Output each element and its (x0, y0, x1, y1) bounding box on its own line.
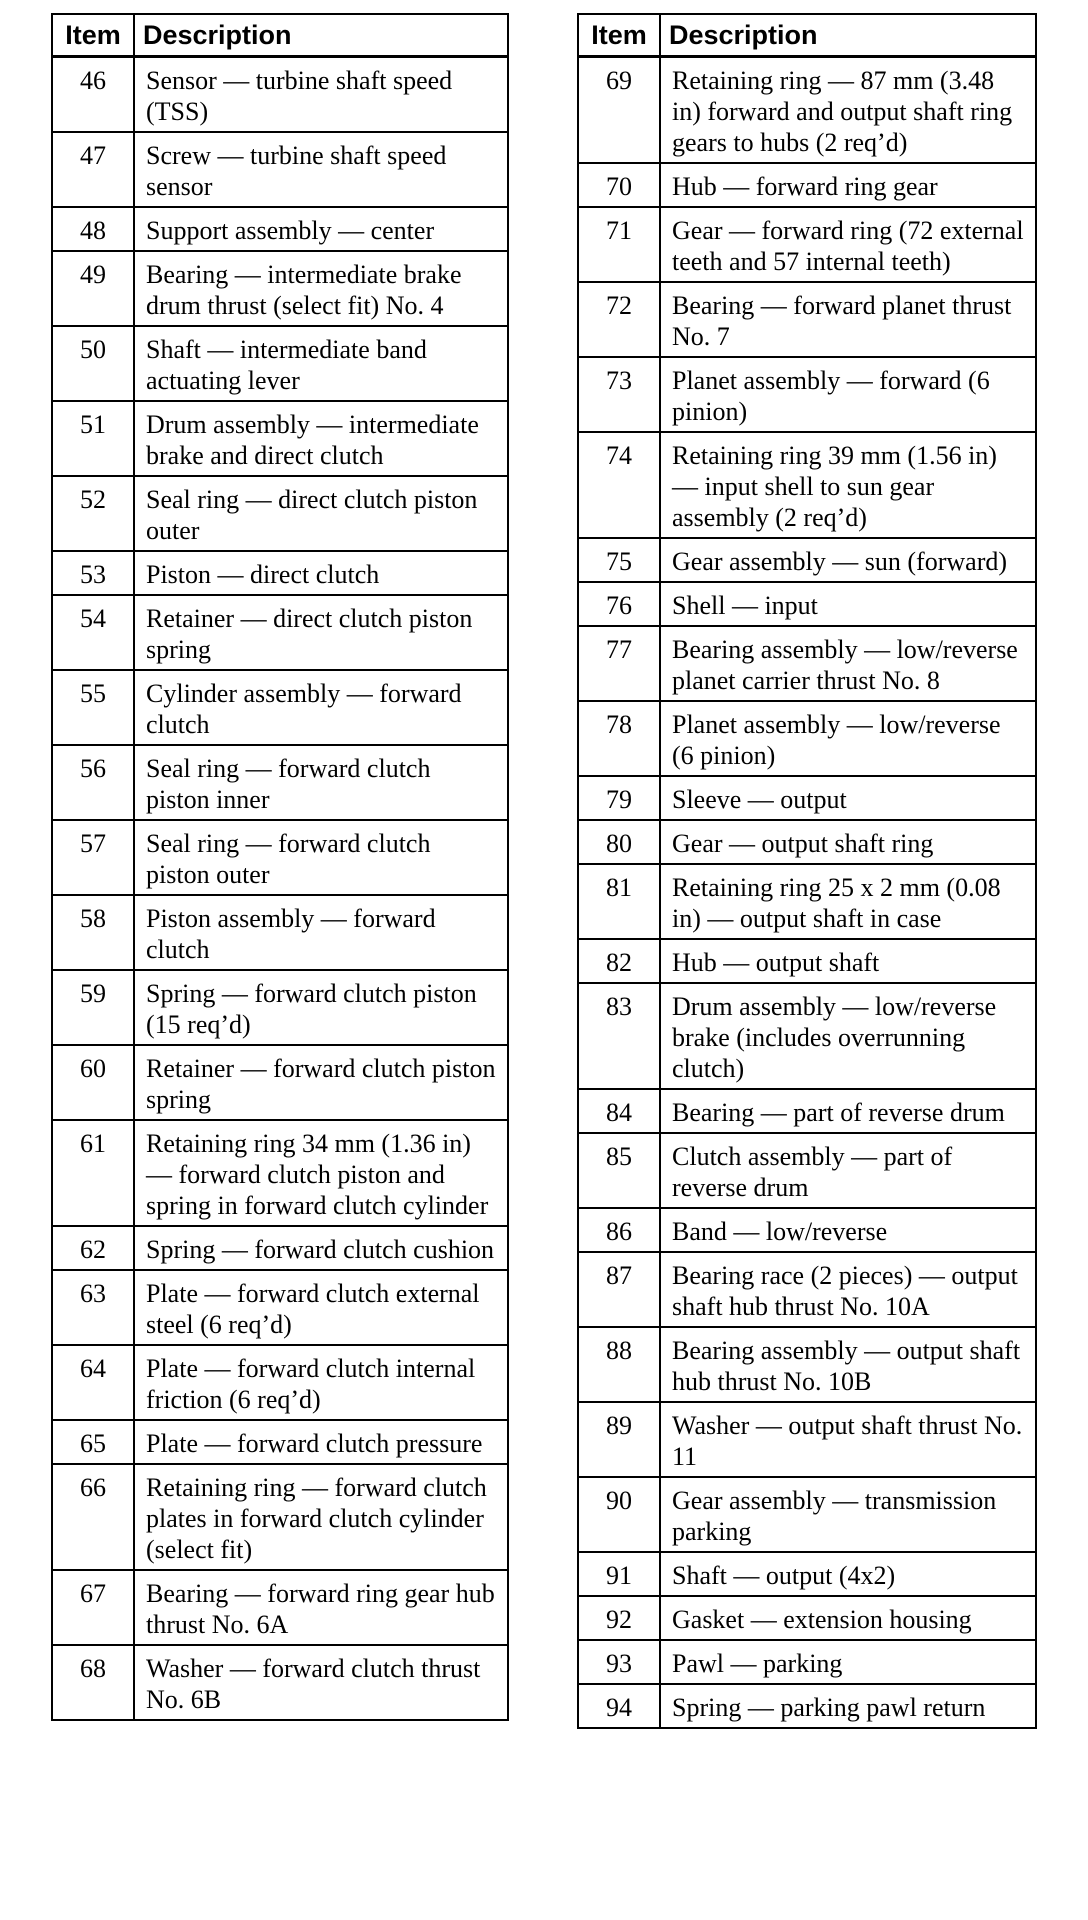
item-number: 66 (52, 1464, 134, 1570)
table-row (578, 1252, 1036, 1327)
table-row (52, 132, 508, 207)
table-row (52, 1120, 508, 1226)
table-row (52, 670, 508, 745)
item-number: 74 (578, 432, 660, 538)
table-body (52, 57, 508, 1721)
item-description: Washer — forward clutch thrust No. 6B (134, 1645, 508, 1720)
item-number: 77 (578, 626, 660, 701)
table-row (578, 1596, 1036, 1640)
table-row (578, 432, 1036, 538)
item-column-header: Item (52, 14, 134, 57)
item-description: Sensor — turbine shaft speed (TSS) (134, 57, 508, 133)
table-row (52, 745, 508, 820)
item-description: Gear — forward ring (72 external teeth and 57 internal teeth) (660, 207, 1036, 282)
item-description: Washer — output shaft thrust No. 11 (660, 1402, 1036, 1477)
table-row (578, 538, 1036, 582)
table-row (52, 895, 508, 970)
item-description: Seal ring — forward clutch piston outer (134, 820, 508, 895)
table-row (52, 1345, 508, 1420)
table-row (578, 939, 1036, 983)
table-row (52, 476, 508, 551)
table-row (578, 582, 1036, 626)
item-number: 81 (578, 864, 660, 939)
item-description: Shaft — intermediate band actuating lever (134, 326, 508, 401)
item-number: 48 (52, 207, 134, 251)
item-description: Bearing — forward planet thrust No. 7 (660, 282, 1036, 357)
item-description: Bearing assembly — output shaft hub thrust No. 10B (660, 1327, 1036, 1402)
item-number: 68 (52, 1645, 134, 1720)
table-row (578, 207, 1036, 282)
item-description: Retaining ring 25 x 2 mm (0.08 in) — output shaft in case (660, 864, 1036, 939)
table-row (578, 1133, 1036, 1208)
item-description: Retaining ring — forward clutch plates in forward clutch cylinder (select fit) (134, 1464, 508, 1570)
item-description: Bearing race (2 pieces) — output shaft hub thrust No. 10A (660, 1252, 1036, 1327)
table-row (52, 595, 508, 670)
item-number: 90 (578, 1477, 660, 1552)
item-number: 76 (578, 582, 660, 626)
item-description: Clutch assembly — part of reverse drum (660, 1133, 1036, 1208)
table-row (578, 1402, 1036, 1477)
item-number: 82 (578, 939, 660, 983)
table-body (578, 57, 1036, 1729)
item-number: 94 (578, 1684, 660, 1728)
item-number: 50 (52, 326, 134, 401)
item-number: 79 (578, 776, 660, 820)
item-number: 85 (578, 1133, 660, 1208)
item-column-header: Item (578, 14, 660, 57)
table-row (52, 1464, 508, 1570)
table-row (52, 57, 508, 133)
item-number: 87 (578, 1252, 660, 1327)
item-number: 46 (52, 57, 134, 133)
table-row (578, 1640, 1036, 1684)
item-description: Pawl — parking (660, 1640, 1036, 1684)
item-number: 73 (578, 357, 660, 432)
item-description: Seal ring — direct clutch piston outer (134, 476, 508, 551)
item-description: Gasket — extension housing (660, 1596, 1036, 1640)
item-number: 53 (52, 551, 134, 595)
item-description: Retaining ring 39 mm (1.56 in) — input shell to sun gear assembly (2 req’d) (660, 432, 1036, 538)
item-number: 55 (52, 670, 134, 745)
item-description: Planet assembly — forward (6 pinion) (660, 357, 1036, 432)
item-number: 54 (52, 595, 134, 670)
item-number: 78 (578, 701, 660, 776)
item-description: Bearing assembly — low/reverse planet carrier thrust No. 8 (660, 626, 1036, 701)
item-description: Spring — forward clutch piston (15 req’d) (134, 970, 508, 1045)
table-row (578, 864, 1036, 939)
table-row (52, 1045, 508, 1120)
table-row (578, 357, 1036, 432)
table-row (52, 551, 508, 595)
item-description: Piston assembly — forward clutch (134, 895, 508, 970)
item-number: 69 (578, 57, 660, 164)
table-row (578, 1208, 1036, 1252)
item-description: Piston — direct clutch (134, 551, 508, 595)
table-row (52, 326, 508, 401)
item-description: Support assembly — center (134, 207, 508, 251)
item-description: Bearing — part of reverse drum (660, 1089, 1036, 1133)
item-number: 63 (52, 1270, 134, 1345)
table-row (578, 1552, 1036, 1596)
item-number: 89 (578, 1402, 660, 1477)
table-row (578, 163, 1036, 207)
table-row (578, 983, 1036, 1089)
item-number: 93 (578, 1640, 660, 1684)
item-description: Retainer — direct clutch piston spring (134, 595, 508, 670)
table-row (578, 1477, 1036, 1552)
item-description: Planet assembly — low/reverse (6 pinion) (660, 701, 1036, 776)
item-description: Screw — turbine shaft speed sensor (134, 132, 508, 207)
table-row (52, 1645, 508, 1720)
item-number: 49 (52, 251, 134, 326)
table-row (52, 207, 508, 251)
item-description: Retaining ring 34 mm (1.36 in) — forward clutch piston and spring in forward clutch cylinder (134, 1120, 508, 1226)
item-number: 75 (578, 538, 660, 582)
item-number: 60 (52, 1045, 134, 1120)
item-number: 64 (52, 1345, 134, 1420)
item-description: Spring — forward clutch cushion (134, 1226, 508, 1270)
item-description: Plate — forward clutch internal friction (6 req’d) (134, 1345, 508, 1420)
item-description: Gear — output shaft ring (660, 820, 1036, 864)
item-description: Plate — forward clutch external steel (6 req’d) (134, 1270, 508, 1345)
item-number: 88 (578, 1327, 660, 1402)
table-row (578, 57, 1036, 164)
item-number: 92 (578, 1596, 660, 1640)
table-row (52, 970, 508, 1045)
table-row (578, 282, 1036, 357)
table-row (578, 776, 1036, 820)
item-number: 91 (578, 1552, 660, 1596)
item-description: Seal ring — forward clutch piston inner (134, 745, 508, 820)
item-description: Cylinder assembly — forward clutch (134, 670, 508, 745)
description-column-header: Description (134, 14, 508, 57)
item-description: Shaft — output (4x2) (660, 1552, 1036, 1596)
table-row (578, 1684, 1036, 1728)
table-row (578, 1089, 1036, 1133)
item-number: 86 (578, 1208, 660, 1252)
table-row (52, 1270, 508, 1345)
item-description: Hub — output shaft (660, 939, 1036, 983)
item-number: 71 (578, 207, 660, 282)
item-description: Retaining ring — 87 mm (3.48 in) forward and output shaft ring gears to hubs (2 req’d) (660, 57, 1036, 164)
item-description: Spring — parking pawl return (660, 1684, 1036, 1728)
item-description: Bearing — forward ring gear hub thrust No. 6A (134, 1570, 508, 1645)
table-row (52, 401, 508, 476)
item-number: 65 (52, 1420, 134, 1464)
table-row (52, 1420, 508, 1464)
item-number: 56 (52, 745, 134, 820)
table-row (578, 626, 1036, 701)
parts-table-left (51, 13, 509, 1721)
item-description: Sleeve — output (660, 776, 1036, 820)
item-description: Hub — forward ring gear (660, 163, 1036, 207)
item-number: 61 (52, 1120, 134, 1226)
table-row (52, 820, 508, 895)
item-description: Bearing — intermediate brake drum thrust (select fit) No. 4 (134, 251, 508, 326)
item-description: Retainer — forward clutch piston spring (134, 1045, 508, 1120)
item-number: 58 (52, 895, 134, 970)
table-header-row (52, 14, 508, 57)
table-row (578, 820, 1036, 864)
table-row (52, 1226, 508, 1270)
table-row (578, 1327, 1036, 1402)
item-number: 70 (578, 163, 660, 207)
item-number: 67 (52, 1570, 134, 1645)
item-description: Shell — input (660, 582, 1036, 626)
item-number: 72 (578, 282, 660, 357)
item-description: Band — low/reverse (660, 1208, 1036, 1252)
item-number: 57 (52, 820, 134, 895)
table-row (52, 1570, 508, 1645)
item-number: 80 (578, 820, 660, 864)
item-number: 83 (578, 983, 660, 1089)
table-header-row (578, 14, 1036, 57)
item-description: Plate — forward clutch pressure (134, 1420, 508, 1464)
item-description: Drum assembly — low/reverse brake (includes overrunning clutch) (660, 983, 1036, 1089)
item-number: 84 (578, 1089, 660, 1133)
item-number: 62 (52, 1226, 134, 1270)
description-column-header: Description (660, 14, 1036, 57)
table-row (578, 701, 1036, 776)
item-number: 47 (52, 132, 134, 207)
item-number: 59 (52, 970, 134, 1045)
table-row (52, 251, 508, 326)
item-description: Gear assembly — sun (forward) (660, 538, 1036, 582)
item-description: Gear assembly — transmission parking (660, 1477, 1036, 1552)
item-description: Drum assembly — intermediate brake and direct clutch (134, 401, 508, 476)
item-number: 51 (52, 401, 134, 476)
parts-table-right (577, 13, 1037, 1729)
item-number: 52 (52, 476, 134, 551)
